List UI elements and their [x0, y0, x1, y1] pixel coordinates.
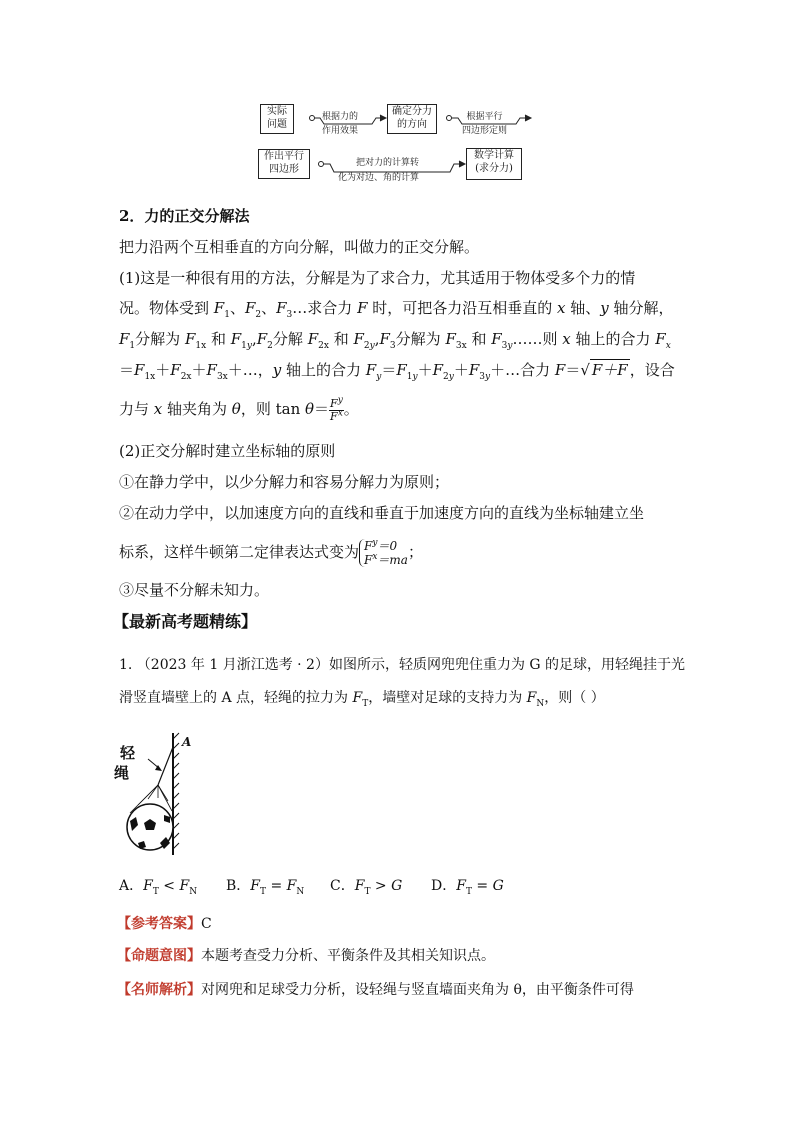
- flowchart-arrow-1-head: [380, 115, 386, 121]
- flowchart-box-draw-parallelogram: 作出平行 四边形: [258, 149, 310, 179]
- option-D[interactable]: D．$F_T = G$: [431, 878, 504, 897]
- paragraph-1-line-5: 力与 x 轴夹角为 θ，则 tan θ＝ $\frac{F^y}{F^x}$ 。: [119, 394, 359, 423]
- answer-label: 【参考答案】: [117, 916, 201, 932]
- paragraph-2-title: (2)正交分解时建立坐标轴的原则: [119, 442, 336, 460]
- flowchart-arrow-1-start: [310, 116, 315, 121]
- section-heading-orthogonal: 2．力的正交分解法: [119, 207, 250, 225]
- paragraph-1-line-4: $=F_{1x}+F_{2x}+F_{3x}+\dots$，y 轴上的合力 $F_y=F_{1y}+F_{2y}+F_{3y}+\dots$合力 F＝√ F＋F ，设合: [119, 361, 675, 382]
- option-A[interactable]: A．$F_T < F_N$: [119, 878, 198, 897]
- question-1-line-2: 滑竖直墙壁上的 A 点，轻绳的拉力为 $F_T$，墙壁对足球的支持力为 $F_N$，则（ ）: [119, 690, 605, 709]
- analysis-label: 【名师解析】: [117, 982, 201, 998]
- paragraph-1-line-1: (1)这是一种很有用的方法，分解是为了求合力，尤其适用于物体受多个力的情: [119, 269, 636, 287]
- answer-line: [117, 914, 212, 934]
- paragraph-1-line-3: $F_1$分解为 $F_{1x}$ 和 $F_{1y},F_2$分解 $F_{2x}$ 和 $F_{2y},F_3$分解为 $F_{3x}$ 和 $F_{3y}\dots\dots$则 x 轴上的合力 $F_x$: [119, 330, 671, 351]
- analysis-line: [117, 980, 634, 1000]
- paragraph-1-line-2: 况。物体受到 $F_1$、$F_2$、$F_3\dots$求合力 F 时，可把各力沿互相垂直的 x 轴、y 轴分解，: [119, 299, 674, 320]
- intent-line: [117, 946, 495, 966]
- rule-2-line-1: ②在动力学中，以加速度方向的直线和垂直于加速度方向的直线为坐标轴建立坐: [119, 504, 645, 522]
- question-1-line-1: 1. （2023 年 1 月浙江选考 · 2）如图所示，轻质网兜兜住重力为 G 的足球，用轻绳挂于光: [119, 657, 686, 673]
- flowchart-arrow-2-start: [447, 116, 452, 121]
- tan-fraction: $\frac{F^y}{F^x}$: [330, 394, 343, 423]
- figure-label-rope: 轻 绳: [114, 744, 136, 782]
- flowchart-arrow-3-head: [459, 161, 465, 167]
- intent-text: 本题考查受力分析、平衡条件及其相关知识点。: [201, 948, 495, 964]
- flowchart-label-2: 根据平行 四边形定则: [462, 112, 508, 136]
- option-B[interactable]: B．$F_T = F_N$: [226, 878, 305, 897]
- flowchart-box-actual-problem: 实际 问题: [260, 104, 294, 134]
- rule-2-line-2: 标系，这样牛顿第二定律表达式变为 $F^y=0$ $F^x=ma$ ；: [119, 538, 423, 567]
- figure-label-A: A: [182, 735, 192, 749]
- question-figure: [114, 725, 198, 860]
- flowchart-label-1: 根据力的 作用效果: [322, 112, 359, 136]
- rule-1: ①在静力学中，以少分解力和容易分解力为原则；: [119, 473, 450, 491]
- flowchart-box-math-calculation: 数学计算 (求分力): [466, 148, 522, 180]
- flowchart-box-determine-direction: 确定分力 的方向: [387, 104, 437, 134]
- intent-label: 【命题意图】: [117, 948, 201, 964]
- newton-equations: $F^y=0$ $F^x=ma$: [359, 539, 408, 567]
- paragraph-intro: 把力沿两个互相垂直的方向分解，叫做力的正交分解。: [119, 238, 480, 256]
- option-C[interactable]: C．$F_T > G$: [330, 878, 403, 897]
- answer-value: C: [201, 916, 212, 932]
- flowchart-arrow-3-start: [319, 162, 324, 167]
- analysis-text: 对网兜和足球受力分析，设轻绳与竖直墙面夹角为 θ，由平衡条件可得: [201, 982, 634, 998]
- flowchart-label-3: 把对力的计算转 化为对边、角的计算: [338, 158, 420, 183]
- flowchart-arrow-2-head: [525, 115, 531, 121]
- rule-3: ③尽量不分解未知力。: [119, 581, 270, 599]
- section-title-exam-questions: 【最新高考题精练】: [113, 612, 258, 631]
